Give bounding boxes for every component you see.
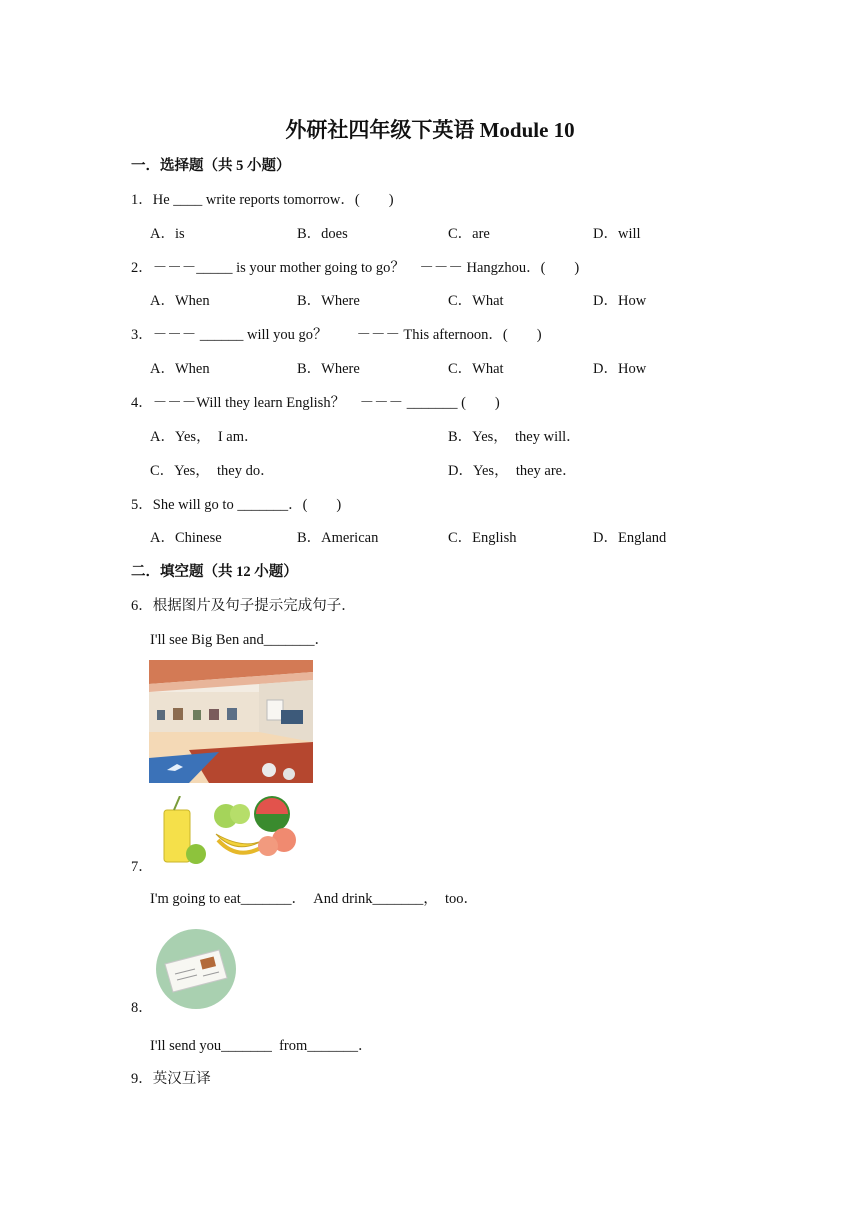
question-4-option-c: C．Yes， they do． <box>150 463 275 479</box>
question-3-stem: 3．－－－ ______ will you go？ －－－ This afternoon．( ) <box>131 327 542 343</box>
question-1-option-c: C．are <box>448 226 490 242</box>
question-1-stem: 1．He ____ write reports tomorrow．( ) <box>131 192 394 208</box>
section-heading-choice: 一．选择题（共 5 小题） <box>131 158 291 174</box>
question-2-stem: 2．－－－_____ is your mother going to go？ －－－ Hangzhou．( ) <box>131 260 580 276</box>
section-heading-fill-in: 二．填空题（共 12 小题） <box>131 564 298 580</box>
question-1-option-a: A．is <box>150 226 185 242</box>
question-8-sentence: I'll send you_______ from_______． <box>150 1038 373 1054</box>
question-1-option-d: D．will <box>593 226 641 242</box>
question-4-stem: 4．－－－Will they learn English？ －－－ _______ ( ) <box>131 395 500 411</box>
question-2-option-d: D．How <box>593 293 647 309</box>
question-7-sentence: I'm going to eat_______． And drink_______， too． <box>150 891 479 907</box>
question-2-option-b: B．Where <box>297 293 360 309</box>
question-5-option-c: C．English <box>448 530 517 546</box>
question-5-stem: 5．She will go to _______．( ) <box>131 497 342 513</box>
question-3-option-b: B．Where <box>297 361 360 377</box>
question-4-option-d: D．Yes， they are． <box>448 463 577 479</box>
question-4-option-b: B．Yes， they will． <box>448 429 581 445</box>
question-2-option-a: A．When <box>150 293 210 309</box>
question-5-option-b: B．American <box>297 530 379 546</box>
question-3-option-c: C．What <box>448 361 504 377</box>
question-1-option-b: B．does <box>297 226 348 242</box>
page-title: 外研社四年级下英语 Module 10 <box>285 118 575 142</box>
question-4-option-a: A．Yes， I am． <box>150 429 259 445</box>
question-6-sentence: I'll see Big Ben and_______． <box>150 632 330 648</box>
question-6-stem: 6．根据图片及句子提示完成句子． <box>131 598 356 614</box>
question-3-option-d: D．How <box>593 361 647 377</box>
question-5-option-a: A．Chinese <box>150 530 222 546</box>
question-8-number: 8． <box>131 1000 153 1016</box>
question-7-number: 7． <box>131 859 153 875</box>
question-5-option-d: D．England <box>593 530 667 546</box>
museum-gallery-illustration <box>149 660 313 783</box>
question-3-option-a: A．When <box>150 361 210 377</box>
postcard-illustration <box>155 928 237 1010</box>
question-9-stem: 9．英汉互译 <box>131 1071 211 1087</box>
juice-and-fruit-illustration <box>156 796 306 868</box>
question-2-option-c: C．What <box>448 293 504 309</box>
